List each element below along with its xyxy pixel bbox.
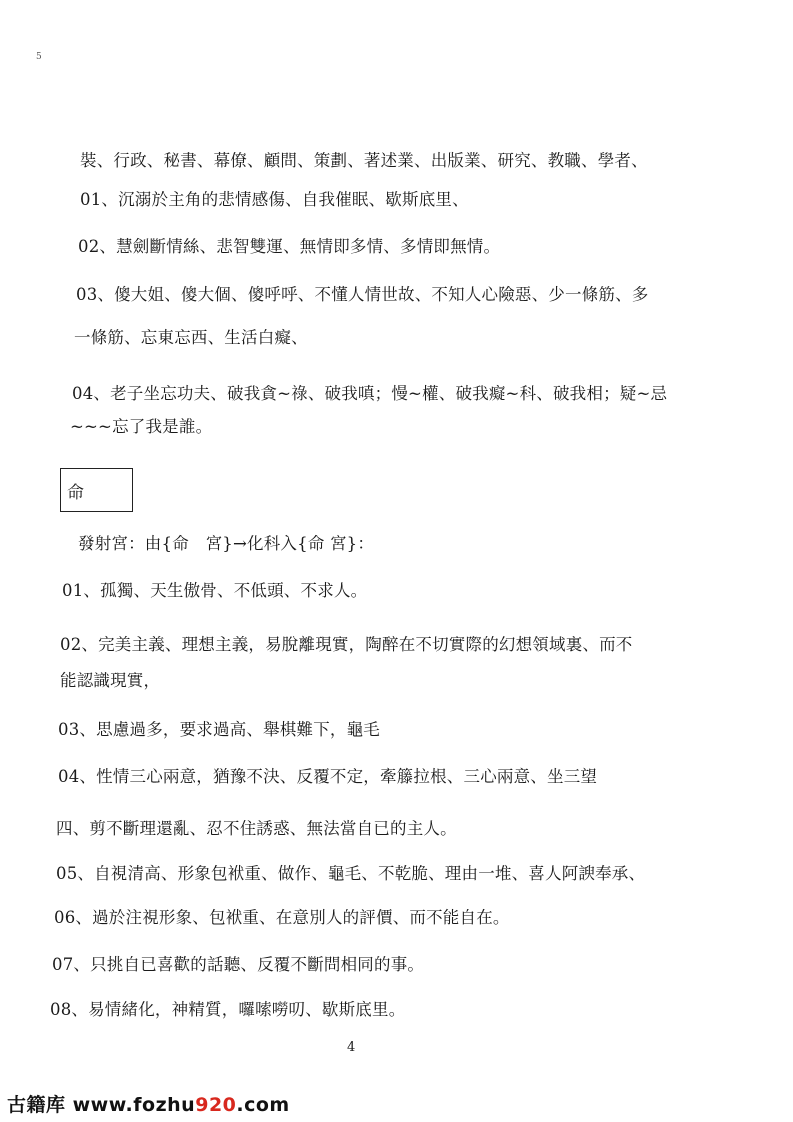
text-line: 發射宮：由{命 宮}→化科入{命 宮}：	[78, 534, 375, 553]
text-line: 01、沉溺於主角的悲情感傷、自我催眠、歇斯底里、	[80, 190, 469, 209]
text-line: 03、傻大姐、傻大個、傻呼呼、不懂人情世故、不知人心險惡、少一條筋、多	[76, 285, 649, 304]
section-heading-box	[60, 468, 133, 512]
section-heading: 命	[67, 483, 84, 503]
text-line: 一條筋、忘東忘西、生活白癡、	[74, 328, 308, 347]
watermark-prefix: 古籍库 www.fozhu	[7, 1094, 196, 1116]
text-line: 裝、行政、秘書、幕僚、顧問、策劃、著述業、出版業、研究、教職、學者、	[80, 151, 648, 170]
text-line: 07、只挑自已喜歡的話聽、反覆不斷問相同的事。	[52, 955, 425, 974]
watermark	[7, 1090, 290, 1117]
corner-mark: 5	[36, 52, 42, 62]
text-line: 01、孤獨、天生傲骨、不低頭、不求人。	[62, 581, 368, 600]
text-line: 02、完美主義、理想主義，易脫離現實，陶醉在不切實際的幻想領域裏、而不	[60, 635, 633, 654]
text-line: 03、思慮過多，要求過高、舉棋難下，龜毛	[58, 720, 380, 739]
watermark-number: 920	[195, 1094, 237, 1116]
page-number: 4	[347, 1040, 356, 1055]
text-line: ~~~忘了我是誰。	[70, 417, 213, 436]
text-line: 04、性情三心兩意，猶豫不決、反覆不定，牽籐拉根、三心兩意、坐三望	[58, 767, 598, 786]
text-line: 05、自視清高、形象包袱重、做作、龜毛、不乾脆、理由一堆、喜人阿諛奉承、	[56, 864, 646, 883]
text-line: 02、慧劍斷情絲、悲智雙運、無情即多情、多情即無情。	[78, 237, 501, 256]
text-line: 04、老子坐忘功夫、破我貪~祿、破我嗔；慢~權、破我癡~科、破我相；疑~忌	[72, 384, 668, 403]
text-line: 06、過於注視形象、包袱重、在意別人的評價、而不能自在。	[54, 908, 510, 927]
text-line: 能認識現實，	[60, 671, 161, 690]
text-line: 四、剪不斷理還亂、忍不住誘惑、無法當自已的主人。	[56, 819, 457, 838]
watermark-suffix: .com	[236, 1094, 290, 1116]
text-line: 08、易情緒化，神精質，囉嗦嘮叨、歇斯底里。	[50, 1000, 406, 1019]
